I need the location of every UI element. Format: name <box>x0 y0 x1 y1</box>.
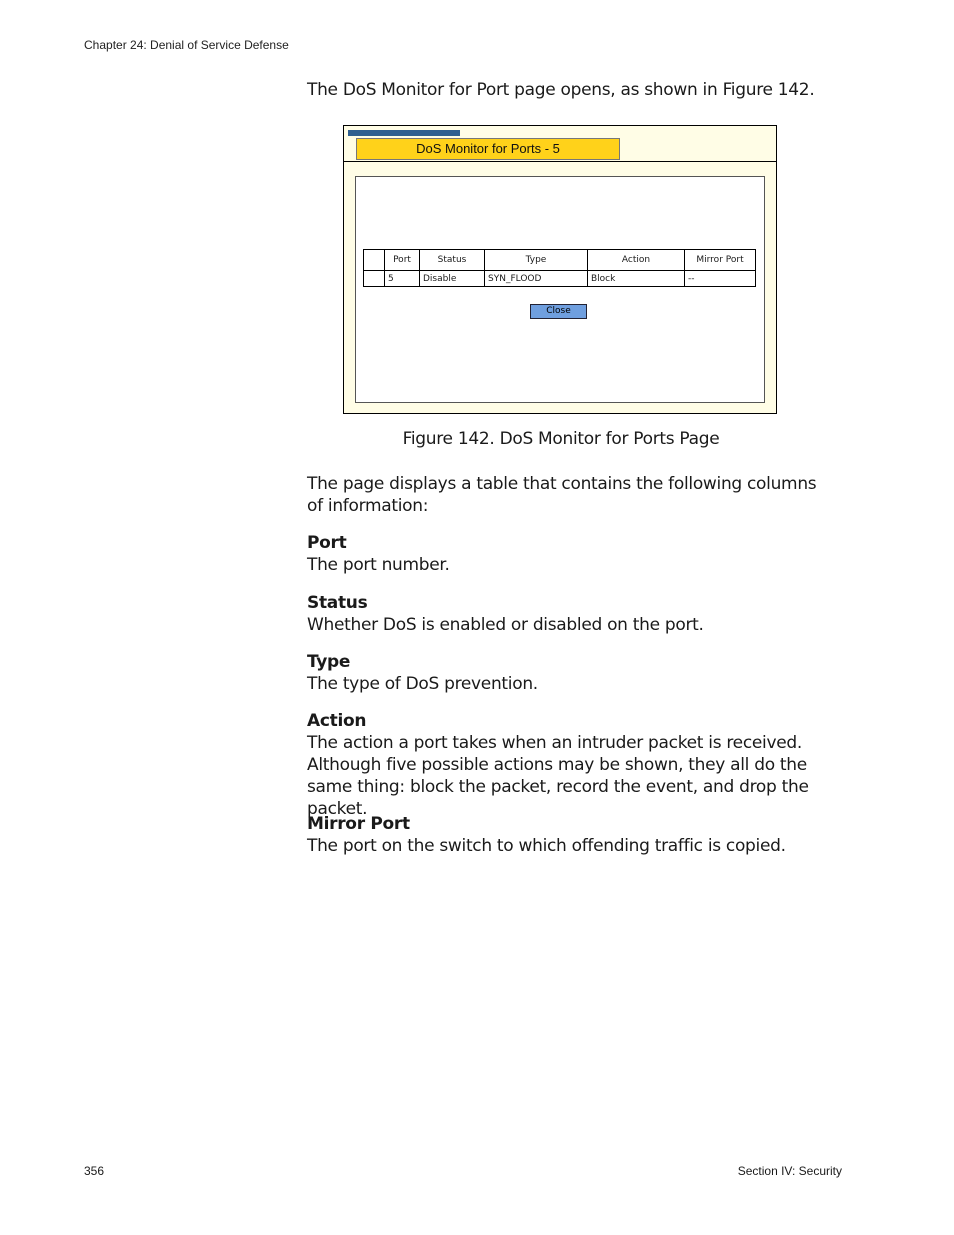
cell-blank <box>364 271 385 287</box>
definition-text: Whether DoS is enabled or disabled on the port. <box>307 615 704 635</box>
column-header-blank <box>364 250 385 271</box>
definition-port <box>307 532 827 576</box>
cell-type: SYN_FLOOD <box>485 271 588 287</box>
definition-text: The action a port takes when an intruder packet is received. Although five possible actions may be shown, they all do the same thing: block the packet, record the event, and drop the packet. <box>307 733 809 819</box>
definition-text: The port on the switch to which offending traffic is copied. <box>307 836 786 856</box>
column-header-type: Type <box>485 250 588 271</box>
definition-term: Status <box>307 593 368 613</box>
dos-monitor-figure <box>343 125 777 414</box>
intro-paragraph: The DoS Monitor for Port page opens, as shown in Figure 142. <box>307 80 815 100</box>
footer-section: Section IV: Security <box>737 1164 842 1178</box>
close-button[interactable]: Close <box>530 304 587 319</box>
page-number: 356 <box>84 1164 105 1178</box>
description-paragraph: The page displays a table that contains the following columns of information: <box>307 474 817 516</box>
definition-term: Port <box>307 533 347 553</box>
cell-status: Disable <box>420 271 485 287</box>
title-divider <box>344 161 776 162</box>
column-header-port: Port <box>385 250 420 271</box>
definition-text: The type of DoS prevention. <box>307 674 538 694</box>
cell-action: Block <box>588 271 685 287</box>
window-tab-bar <box>348 130 460 136</box>
definition-mirror-port <box>307 813 827 857</box>
column-header-mirror-port: Mirror Port <box>685 250 756 271</box>
definition-type <box>307 651 827 695</box>
dos-monitor-table <box>363 249 756 287</box>
running-header: Chapter 24: Denial of Service Defense <box>84 38 289 52</box>
definition-status <box>307 592 827 636</box>
column-header-status: Status <box>420 250 485 271</box>
definition-text: The port number. <box>307 555 450 575</box>
figure-caption: Figure 142. DoS Monitor for Ports Page <box>402 429 720 449</box>
definition-term: Action <box>307 711 367 731</box>
column-header-action: Action <box>588 250 685 271</box>
monitor-panel <box>355 176 765 403</box>
definition-term: Mirror Port <box>307 814 410 834</box>
definition-action <box>307 710 827 820</box>
table-row <box>364 271 756 287</box>
cell-port: 5 <box>385 271 420 287</box>
window-title: DoS Monitor for Ports - 5 <box>356 138 620 160</box>
cell-mirror-port: -- <box>685 271 756 287</box>
table-header-row <box>364 250 756 271</box>
definition-term: Type <box>307 652 351 672</box>
